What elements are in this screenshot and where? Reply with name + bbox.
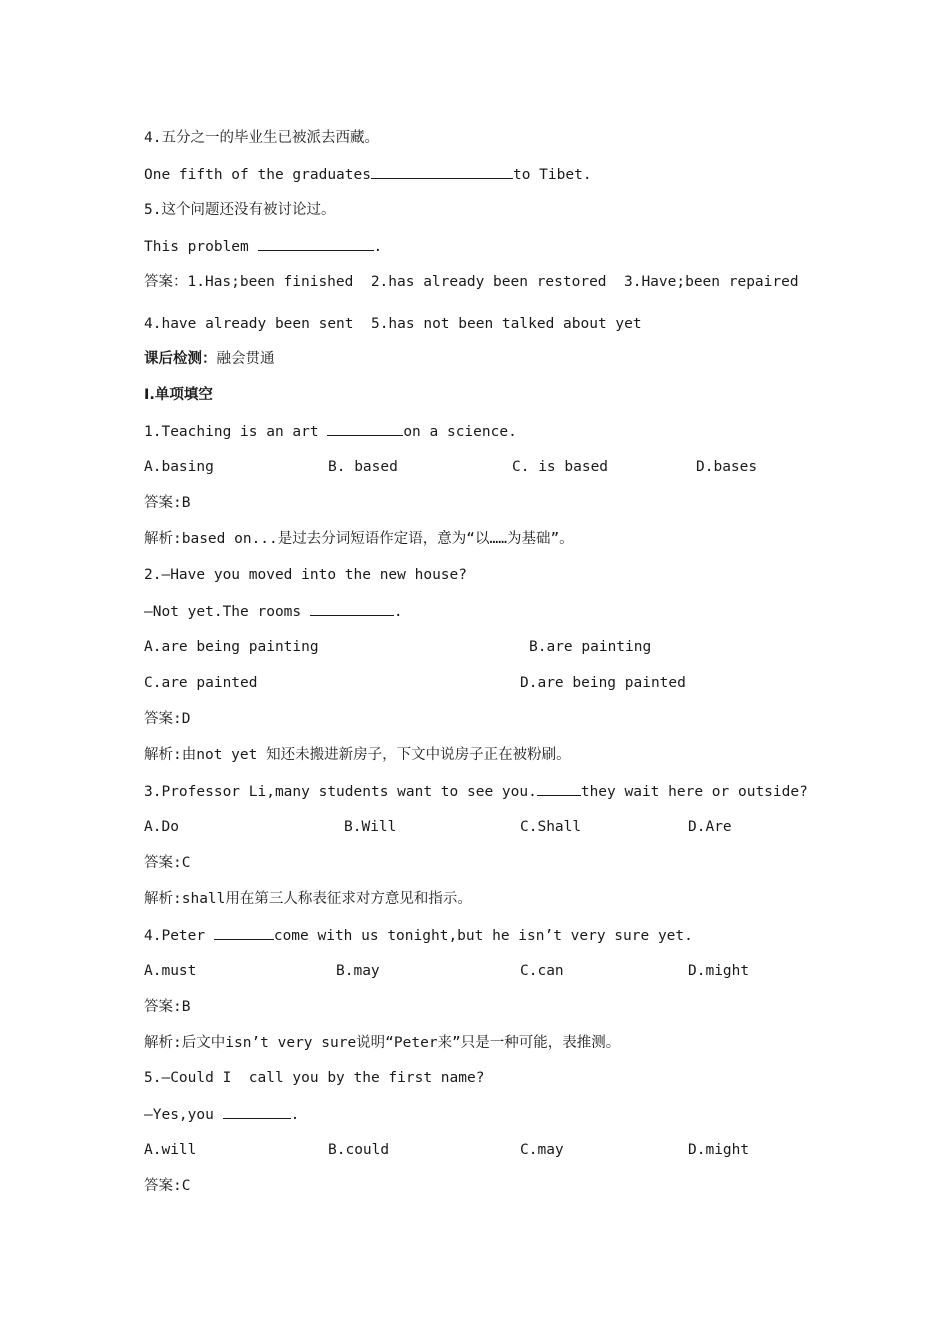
q4-text-b: to Tibet. bbox=[512, 167, 592, 183]
q2-option-d: D.are being painted bbox=[520, 675, 686, 691]
q2-stem-line1: 2.—Have you moved into the new house? bbox=[144, 567, 468, 583]
q1-stem-a: 1.Teaching is an art bbox=[144, 424, 328, 440]
q2-stem-a: —Not yet.The rooms bbox=[144, 604, 310, 620]
q2-blank bbox=[310, 601, 394, 616]
q1-option-a: A.basing bbox=[144, 459, 214, 475]
q3-stem-b: they wait here or outside? bbox=[580, 784, 808, 800]
translation-q4-english bbox=[144, 164, 592, 184]
q3-option-c: C.Shall bbox=[520, 819, 582, 835]
q5-stem-line2 bbox=[144, 1104, 299, 1124]
q3-option-a: A.Do bbox=[144, 819, 179, 835]
after-class-heading-rest: 融会贯通 bbox=[216, 351, 275, 367]
section1-answer-line1: 答案：1.Has;been finished 2.has already been restored 3.Have;been repaired bbox=[144, 274, 799, 290]
q2-stem-line2 bbox=[144, 601, 403, 621]
q3-blank bbox=[537, 781, 581, 796]
q5-text-a: This problem bbox=[144, 239, 258, 255]
q5-option-b: B.could bbox=[328, 1142, 390, 1158]
q4-option-b: B.may bbox=[336, 963, 380, 979]
q4-option-c: C.can bbox=[520, 963, 564, 979]
q1-stem bbox=[144, 421, 517, 441]
q2-analysis: 解析:由not yet 知还未搬进新房子，下文中说房子正在被粉刷。 bbox=[144, 747, 571, 763]
q3-option-b: B.Will bbox=[344, 819, 397, 835]
q5-stem-b: . bbox=[290, 1107, 300, 1123]
q1-option-d: D.bases bbox=[696, 459, 758, 475]
q5-stem-a: —Yes,you bbox=[144, 1107, 223, 1123]
section1-answer-line2: 4.have already been sent 5.has not been talked about yet bbox=[144, 316, 642, 332]
q4-stem bbox=[144, 925, 693, 945]
translation-q5-english bbox=[144, 236, 382, 256]
q5-text-b: . bbox=[373, 239, 383, 255]
q3-stem-a: 3.Professor Li,many students want to see you. bbox=[144, 784, 537, 800]
q4-blank bbox=[371, 164, 513, 179]
q5-option-c: C.may bbox=[520, 1142, 564, 1158]
part1-heading: Ⅰ.单项填空 bbox=[144, 387, 213, 403]
q3-option-d: D.Are bbox=[688, 819, 732, 835]
q1-option-b: B. based bbox=[328, 459, 398, 475]
q2-option-c: C.are painted bbox=[144, 675, 258, 691]
q4-text-a: One fifth of the graduates bbox=[144, 167, 371, 183]
q4-answer: 答案:B bbox=[144, 999, 191, 1015]
q4-stem-a: 4.Peter bbox=[144, 928, 214, 944]
q1-analysis: 解析:based on...是过去分词短语作定语，意为“以……为基础”。 bbox=[144, 531, 574, 547]
q1-blank bbox=[327, 421, 403, 436]
q4-analysis: 解析:后文中isn’t very sure说明“Peter来”只是一种可能，表推测。 bbox=[144, 1035, 621, 1051]
q2-stem-b: . bbox=[393, 604, 403, 620]
q5-answer: 答案:C bbox=[144, 1178, 191, 1194]
q1-option-c: C. is based bbox=[512, 459, 609, 475]
q3-analysis: 解析:shall用在第三人称表征求对方意见和指示。 bbox=[144, 891, 472, 907]
translation-q4-chinese: 4.五分之一的毕业生已被派去西藏。 bbox=[144, 130, 379, 146]
q5-option-a: A.will bbox=[144, 1142, 197, 1158]
q3-stem bbox=[144, 781, 808, 801]
q5-option-blank bbox=[223, 1104, 291, 1119]
q1-stem-b: on a science. bbox=[403, 424, 517, 440]
q4-option-blank bbox=[214, 925, 274, 940]
q1-answer: 答案:B bbox=[144, 495, 191, 511]
q5-blank bbox=[258, 236, 374, 251]
q2-option-b: B.are painting bbox=[529, 639, 652, 655]
q4-option-d: D.might bbox=[688, 963, 750, 979]
after-class-heading-bold: 课后检测： bbox=[144, 351, 217, 367]
q2-option-a: A.are being painting bbox=[144, 639, 319, 655]
q2-answer: 答案:D bbox=[144, 711, 191, 727]
q4-stem-b: come with us tonight,but he isn’t very sure yet. bbox=[273, 928, 693, 944]
translation-q5-chinese: 5.这个问题还没有被讨论过。 bbox=[144, 202, 336, 218]
q3-answer: 答案:C bbox=[144, 855, 191, 871]
q5-stem-line1: 5.—Could I call you by the first name? bbox=[144, 1070, 485, 1086]
q5-option-d: D.might bbox=[688, 1142, 750, 1158]
after-class-heading bbox=[144, 349, 275, 369]
q4-option-a: A.must bbox=[144, 963, 197, 979]
